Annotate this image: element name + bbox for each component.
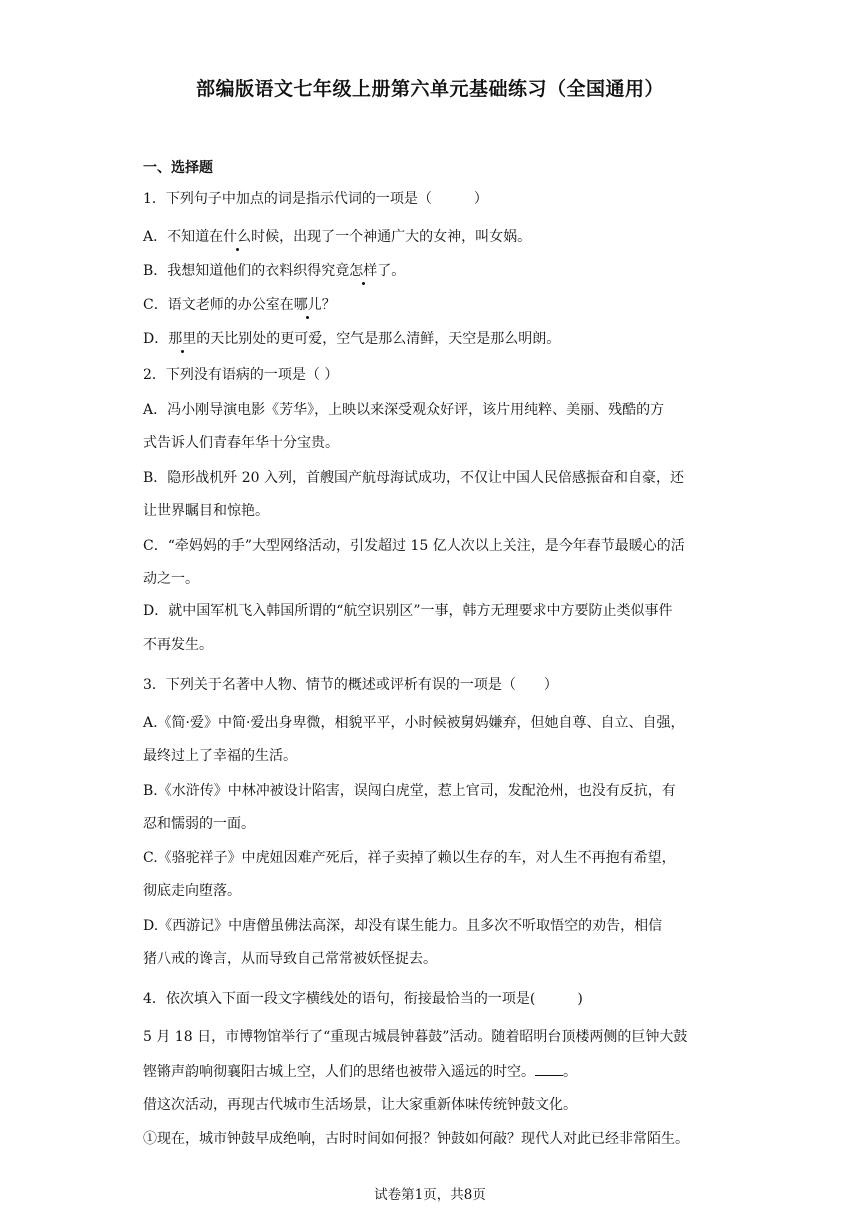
q2-option-a-line1: A．冯小刚导演电影《芳华》，上映以来深受观众好评，该片用纯粹、美丽、残酷的方 [143,402,665,418]
q4-passage-line2 [143,1061,577,1082]
emphasized-word: 哪儿 [293,297,322,313]
emphasized-word: 那里 [168,331,197,347]
q3-stem: 3．下列关于名著中人物、情节的概述或评析有误的一项是（ ） [143,677,558,693]
q3-option-b-line2: 忍和懦弱的一面。 [143,816,255,832]
text: 。 [563,1064,577,1080]
q1-option-d [143,329,560,349]
page-title: 部编版语文七年级上册第六单元基础练习（全国通用） [195,78,664,100]
text: A．不知道在 [143,229,224,245]
q2-stem: 2．下列没有语病的一项是（ ） [143,367,339,383]
text: D． [143,331,169,347]
q4-stem: 4．依次填入下面一段文字横线处的语句，衔接最恰当的一项是( ) [143,991,583,1007]
q3-option-b-line1: B.《水浒传》中林冲被设计陷害，误闯白虎堂，惹上官司，发配沧州，也没有反抗，有 [143,783,676,799]
q4-passage-line3: 借这次活动，再现古代城市生活场景，让大家重新体味传统钟鼓文化。 [143,1097,577,1113]
q2-option-c-line1: C．“牵妈妈的手”大型网络活动，引发超过 15 亿人次以上关注，是今年春节最暖心的活 [143,538,685,554]
section-heading: 一、选择题 [143,160,213,176]
q2-option-b-line2: 让世界瞩目和惊艳。 [143,503,269,519]
q3-option-c-line1: C.《骆驼祥子》中虎妞因难产死后，祥子卖掉了赖以生存的车，对人生不再抱有希望， [143,850,676,866]
q2-option-d-line2: 不再发生。 [143,637,213,653]
q2-option-b-line1: B．隐形战机歼 20 入列，首艘国产航母海试成功，不仅让中国人民倍感振奋和自豪，还 [143,470,685,486]
q3-option-d-line2: 猪八戒的谗言，从而导致自己常常被妖怪捉去。 [143,951,437,967]
q4-passage-line1: 5 月 18 日，市博物馆举行了“重现古城晨钟暮鼓”活动。随着昭明台顶楼两侧的巨钟大鼓 [143,1029,688,1045]
text: 时候，出现了一个神通广大的女神，叫女娲。 [251,229,532,245]
q2-option-a-line2: 式告诉人们青春年华十分宝贵。 [143,435,339,451]
q3-option-a-line1: A.《简·爱》中简·爱出身卑微，相貌平平，小时候被舅妈嫌弃，但她自尊、自立、自强， [143,715,685,731]
q2-option-d-line1: D．就中国军机飞入韩国所谓的“航空识别区”一事，韩方无理要求中方要防止类似事件 [143,603,673,619]
q2-option-c-line2: 动之一。 [143,571,199,587]
q1-stem: 1．下列句子中加点的词是指示代词的一项是（ ） [143,191,488,207]
emphasized-word: 什么 [223,229,252,245]
q3-option-c-line2: 彻底走向堕落。 [143,883,241,899]
q3-option-a-line2: 最终过上了幸福的生活。 [143,748,297,764]
answer-blank [535,1061,563,1076]
q1-option-a [143,227,531,247]
text: C．语文老师的办公室在 [143,297,294,313]
page-footer: 试卷第1页，共8页 [374,1187,486,1203]
text: ？ [321,297,336,313]
text: B．我想知道他们的衣料织得究竟 [143,263,350,279]
q1-option-b [143,261,405,281]
q4-option-1: ①现在，城市钟鼓早成绝响，古时时间如何报？钟鼓如何敲？现代人对此已经非常陌生。 [143,1131,689,1147]
emphasized-word: 怎样 [349,263,378,279]
text: 的天比别处的更可爱，空气是那么清鲜，天空是那么明朗。 [196,331,561,347]
q1-option-c [143,295,336,315]
text: 了。 [377,263,406,279]
q3-option-d-line1: D.《西游记》中唐僧虽佛法高深，却没有谋生能力。且多次不听取悟空的劝告，相信 [143,918,663,934]
text: 铿锵声韵响彻襄阳古城上空，人们的思绪也被带入遥远的时空。 [143,1064,535,1080]
